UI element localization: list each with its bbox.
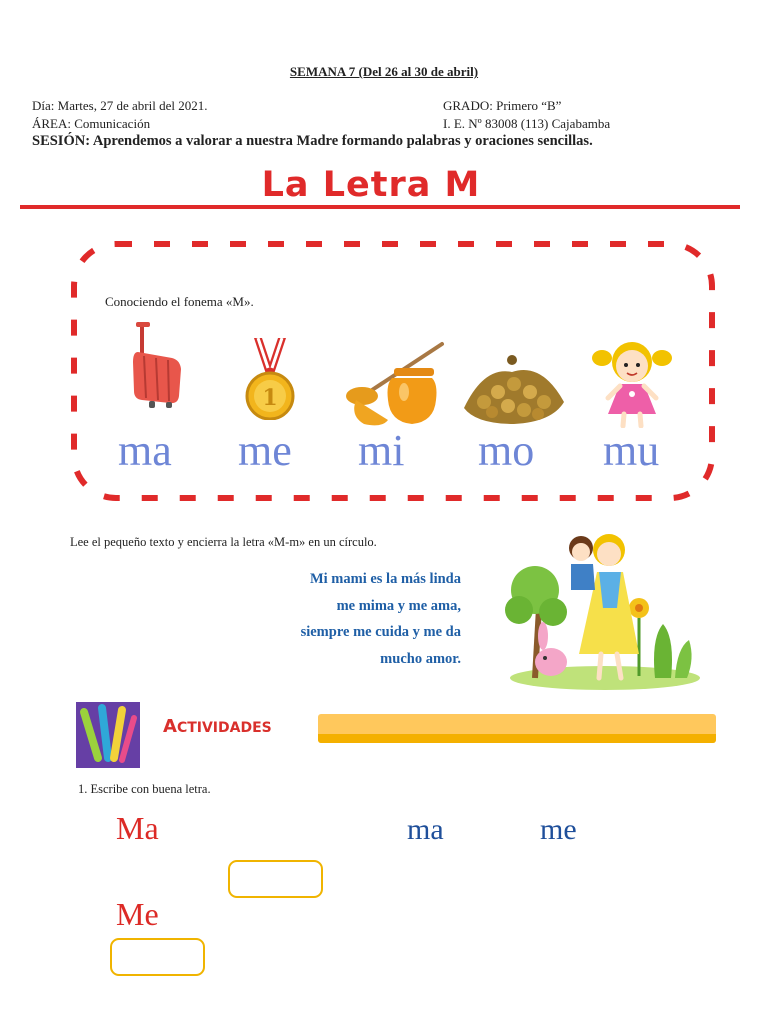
activities-title-initial: A	[163, 716, 177, 737]
reading-instruction: Lee el pequeño texto y encierra la letra «M-m» en un círculo.	[70, 535, 377, 549]
activities-banner-bar	[318, 714, 716, 743]
coins-icon	[460, 352, 568, 430]
session-label: SESIÓN:	[32, 133, 91, 149]
phoneme-intro: Conociendo el fonema «M».	[105, 294, 254, 309]
svg-text:1: 1	[262, 385, 278, 411]
activities-title	[163, 716, 272, 737]
answer-box-2[interactable]	[110, 938, 205, 976]
title-divider	[20, 205, 740, 209]
grade-line: GRADO: Primero “B”	[443, 98, 562, 113]
poem-line-3: siempre me cuida y me da	[300, 624, 461, 640]
suitcase-icon	[128, 322, 190, 408]
page-title: La Letra M	[261, 165, 481, 205]
doll-icon	[592, 336, 672, 428]
mother-and-child-illustration	[505, 528, 703, 692]
week-heading: SEMANA 7 (Del 26 al 30 de abril)	[289, 64, 479, 79]
syllable-mu: mu	[603, 426, 660, 475]
syllable-ma: ma	[118, 426, 172, 475]
activity-step-1: 1. Escribe con buena letra.	[78, 782, 211, 796]
syllable-me: me	[238, 426, 292, 475]
word-me: me	[540, 813, 577, 846]
honey-jar-icon	[342, 340, 446, 432]
area-line: ÁREA: Comunicación	[32, 116, 151, 131]
day-line: Día: Martes, 27 de abril del 2021.	[32, 98, 208, 113]
poem-line-4: mucho amor.	[380, 651, 461, 667]
session-text: Aprendemos a valorar a nuestra Madre formando palabras y oraciones sencillas.	[92, 133, 593, 149]
word-Me: Me	[116, 896, 159, 932]
school-line: I. E. Nº 83008 (113) Cajabamba	[443, 116, 611, 131]
activities-title-rest: CTIVIDADES	[176, 720, 272, 736]
medal-icon	[240, 336, 300, 420]
session-line	[32, 133, 593, 150]
syllable-mo: mo	[478, 426, 535, 475]
word-Ma: Ma	[116, 810, 159, 846]
markers-icon	[76, 702, 140, 768]
poem-line-2: me mima y me ama,	[336, 598, 461, 614]
word-ma: ma	[407, 813, 444, 846]
syllable-mi: mi	[358, 426, 405, 475]
poem-line-1: Mi mami es la más linda	[309, 571, 461, 587]
answer-box-1[interactable]	[228, 860, 323, 898]
